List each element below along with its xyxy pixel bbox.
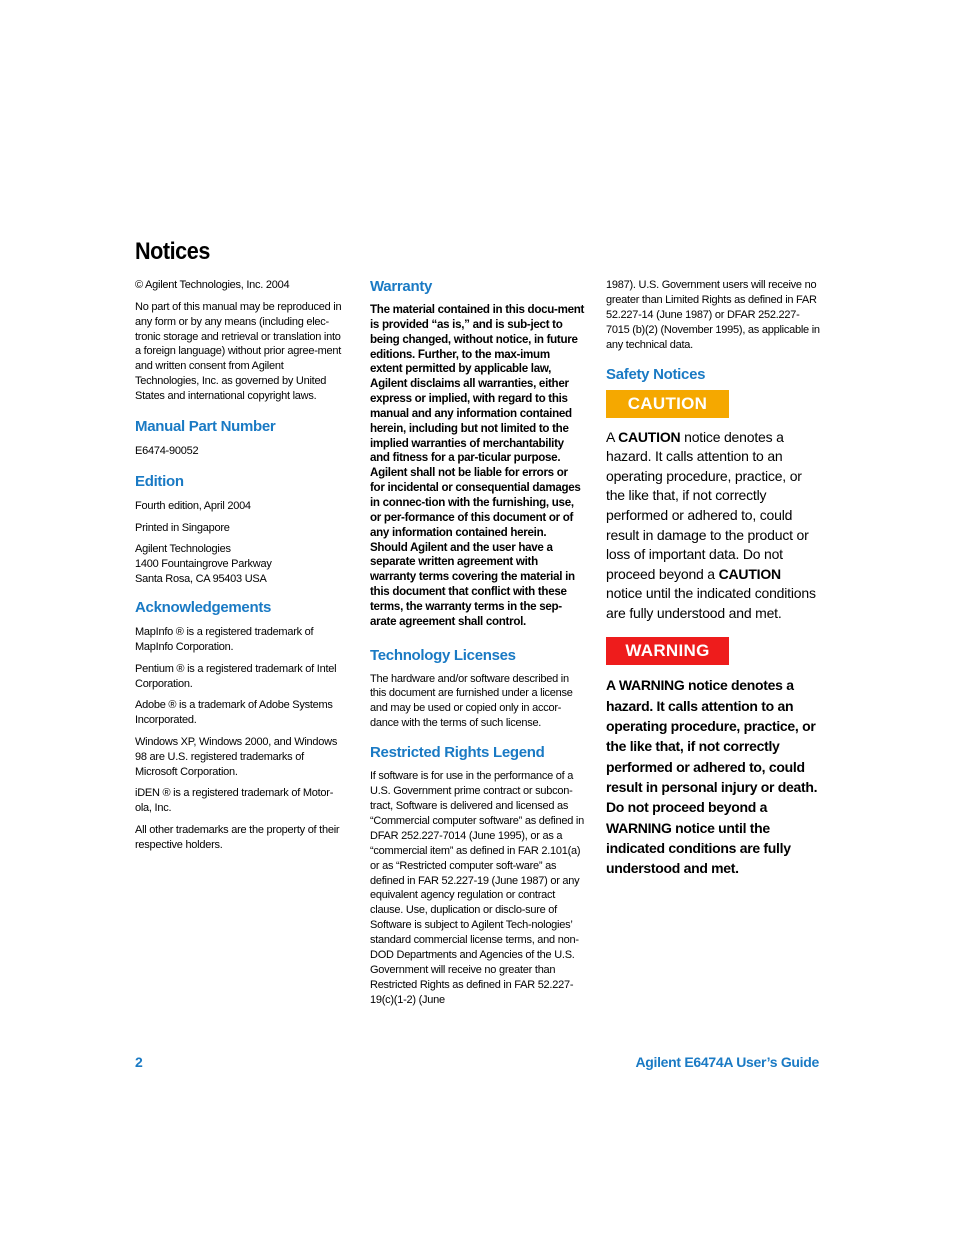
warning-badge: WARNING [606, 637, 729, 665]
restricted-rights-heading: Restricted Rights Legend [370, 744, 545, 762]
ack-item: Adobe ® is a trademark of Adobe Systems Incorporated. [135, 699, 333, 727]
ack-item: All other trademarks are the property of their respective holders. [135, 824, 340, 851]
ack-item: iDEN ® is a registered trademark of Motor-ola, Inc. [135, 787, 334, 815]
guide-title: Agilent E6474A User’s Guide [635, 1054, 819, 1070]
ack-item: Windows XP, Windows 2000, and Windows 98 are U.S. registered trademarks of Microsoft Corporation. [135, 735, 338, 778]
ack-item: MapInfo ® is a registered trademark of MapInfo Corporation. [135, 626, 314, 653]
safety-notices-heading: Safety Notices [606, 365, 706, 383]
ack-item: Pentium ® is a registered trademark of Intel Corporation. [135, 662, 337, 690]
caution-text-2: notice until the indicated conditions are fully understood and met. [606, 585, 816, 621]
edition-heading: Edition [135, 472, 184, 490]
caution-badge: CAUTION [606, 390, 729, 418]
address-street: 1400 Fountaingrove Parkway [135, 558, 272, 571]
manual-part-number: E6474-90052 [135, 445, 199, 458]
reproduction-notice: No part of this manual may be reproduced in any form or by any means (including elec-tronic storage and retrieval or translation into a foreign language) without prior agree-ment and written consent from Agilent Technologies, Inc. as governed by United States and international copyright laws. [135, 300, 342, 403]
restricted-rights-continued: 1987). U.S. Government users will receive no greater than Limited Rights as defined in FAR 52.227-14 (June 1987) or DFAR 252.227-7015 (b)(2) (November 1995), as applicable in any technical data. [606, 279, 820, 351]
page-number: 2 [135, 1054, 143, 1070]
warning-text: A WARNING notice denotes a hazard. It calls attention to an operating procedure, practice, or the like that, if not correctly performed or adhered to, could result in personal injury or death. Do not proceed beyond a WARNING notice until the indicated conditions are fully understood and met. [606, 677, 818, 877]
address-company: Agilent Technologies [135, 543, 231, 556]
printed-text: Printed in Singapore [135, 521, 230, 534]
restricted-rights-text: If software is for use in the performance of a U.S. Government prime contract or subcon-tract, Software is delivered and licensed as “Commercial computer software” as defined in DFAR 252.227-7014 (June 1995), or as a “commercial item” as defined in FAR 2.101(a) or as “Restricted computer soft-ware” as defined in FAR 52.227-19 (June 1987) or any equivalent agency regulation or contract clause. Use, duplication or disclo-sure of Software is subject to Agilent Tech-nologies’ standard commercial license terms, and non-DOD Departments and Agencies of the U.S. Government will receive no greater than Restricted Rights as defined in FAR 52.227-19(c)(1-2) (June [370, 770, 584, 1006]
caution-word: CAUTION [618, 428, 681, 445]
copyright-notice: © Agilent Technologies, Inc. 2004 [135, 279, 290, 291]
caution-a: A [606, 428, 619, 445]
manual-part-heading: Manual Part Number [135, 418, 276, 436]
edition-text: Fourth edition, April 2004 [135, 499, 251, 512]
page-title: Notices [135, 238, 210, 265]
acknowledgements-heading: Acknowledgements [135, 599, 272, 617]
warranty-text: The material contained in this docu-ment is provided “as is,” and is sub-ject to being changed, without notice, in future editions. Further, to the max-imum extent permitted by applicable law, Agilent disclaims all warranties, either express or implied, with regard to this manual and any information contained herein, including but not limited to the implied warranties of merchantability and fitness for a par-ticular purpose. Agilent shall not be liable for errors or for incidental or consequential damages in connec-tion with the furnishing, use, or per-formance of this document or of any information contained herein. Should Agilent and the user have a separate written agreement with warranty terms covering the material in this document that conflict with these terms, the warranty terms in the sep-arate agreement shall control. [370, 303, 585, 628]
technology-licenses-heading: Technology Licenses [370, 646, 516, 664]
caution-word-2: CAUTION [718, 565, 781, 582]
address-block [135, 542, 349, 587]
technology-licenses-text: The hardware and/or software described in this document are furnished under a license and may be used or copied only in accor-dance with the terms of such license. [370, 672, 573, 730]
address-city: Santa Rosa, CA 95403 USA [135, 573, 267, 586]
column-middle [370, 278, 585, 1014]
warranty-heading: Warranty [370, 278, 433, 295]
caution-text-1: notice denotes a hazard. It calls attention to an operating procedure, practice, or the like that, if not correctly performed or adhered to, could result in damage to the product or loss of important data. Do not proceed beyond a [606, 428, 809, 582]
column-left [135, 278, 349, 860]
column-right [606, 278, 820, 878]
caution-text [606, 428, 820, 624]
